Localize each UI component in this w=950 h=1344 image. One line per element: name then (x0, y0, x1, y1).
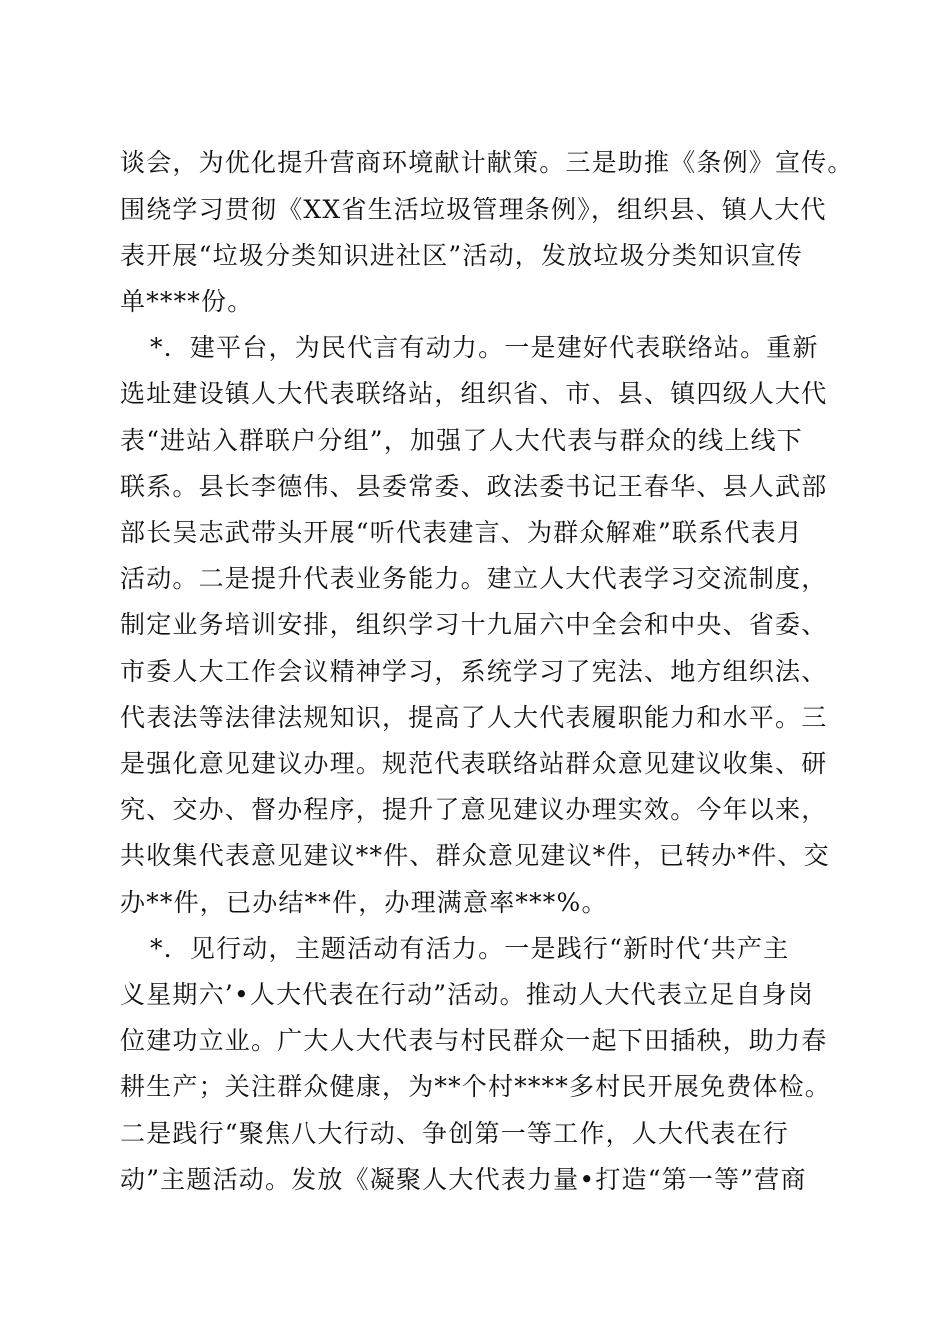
paragraph-line: 部长吴志武带头开展“听代表建言、为群众解难”联系代表月 (120, 518, 803, 547)
paragraph-line: 办**件，已办结**件，办理满意率***%。 (120, 888, 608, 917)
section-heading-line: *．见行动，主题活动有活力。一是践行“新时代‘共产主 (150, 934, 790, 963)
paragraph-line: 表开展“垃圾分类知识进社区”活动，发放垃圾分类知识宣传 (120, 241, 803, 270)
paragraph-line: 单****份。 (120, 287, 254, 316)
paragraph-line: 二是践行“聚焦八大行动、争创第一等工作，人大代表在行 (120, 1119, 789, 1148)
paragraph-line: 位建功立业。广大人大代表与村民群众一起下田插秧，助力春 (120, 1026, 828, 1055)
paragraph-line: 活动。二是提升代表业务能力。建立人大代表学习交流制度， (120, 564, 828, 593)
paragraph-line: 动”主题活动。发放《凝聚人大代表力量•打造“第一等”营商 (120, 1165, 807, 1194)
paragraph-line: 制定业务培训安排，组织学习十九届六中全会和中央、省委、 (120, 610, 828, 639)
paragraph-line: 义星期六’•人大代表在行动”活动。推动人大代表立足自身岗 (120, 980, 815, 1009)
paragraph-line: 市委人大工作会议精神学习，系统学习了宪法、地方组织法、 (120, 657, 828, 686)
paragraph-line: 围绕学习贯彻《XX省生活垃圾管理条例》，组织县、镇人大代 (120, 195, 827, 224)
paragraph-line: 代表法等法律法规知识，提高了人大代表履职能力和水平。三 (120, 703, 828, 732)
paragraph-line: 究、交办、督办程序，提升了意见建议办理实效。今年以来， (120, 795, 828, 824)
section-heading-line: *．建平台，为民代言有动力。一是建好代表联络站。重新 (150, 333, 819, 362)
paragraph-line: 表“进站入群联户分组”，加强了人大代表与群众的线上线下 (120, 426, 803, 455)
paragraph-line: 是强化意见建议办理。规范代表联络站群众意见建议收集、研 (120, 749, 828, 778)
paragraph-line: 选址建设镇人大代表联络站，组织省、市、县、镇四级人大代 (120, 379, 828, 408)
paragraph-line: 谈会，为优化提升营商环境献计献策。三是助推《条例》宣传。 (120, 148, 854, 177)
paragraph-line: 共收集代表意见建议**件、群众意见建议*件，已转办*件、交 (120, 841, 830, 870)
paragraph-line: 联系。县长李德伟、县委常委、政法委书记王春华、县人武部 (120, 472, 828, 501)
paragraph-line: 耕生产；关注群众健康，为**个村****多村民开展免费体检。 (120, 1072, 832, 1101)
